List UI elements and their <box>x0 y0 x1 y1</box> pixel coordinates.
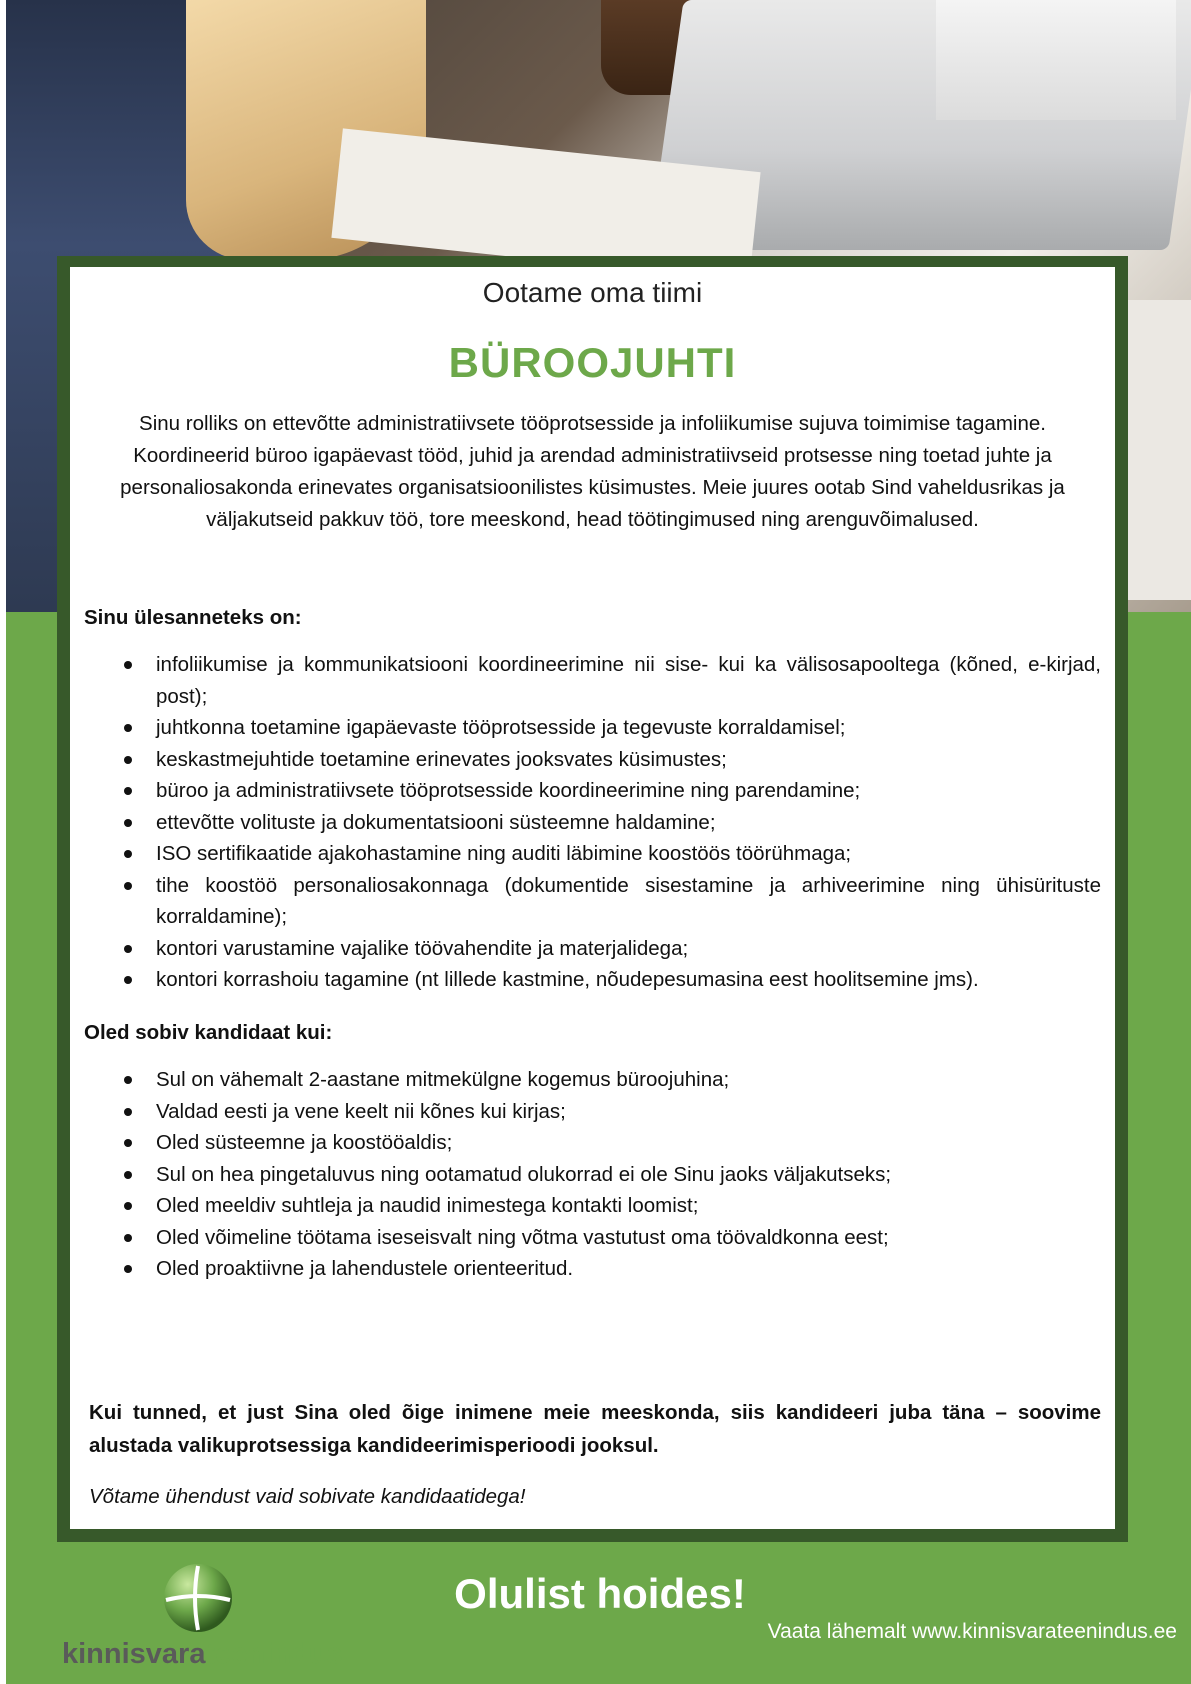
intro-title: Ootame oma tiimi <box>482 277 703 308</box>
list-item: Oled meeldiv suhtleja ja naudid inimestega kontakti loomist; <box>84 1190 1101 1222</box>
list-item: keskastmejuhtide toetamine erinevates jooksvates küsimustes; <box>84 744 1101 776</box>
hero-laptop-screen-shape <box>936 0 1176 120</box>
slogan: Olulist hoides! <box>454 1570 746 1617</box>
bullet-icon <box>124 756 132 764</box>
website-link[interactable]: Vaata lähemalt www.kinnisvarateenindus.ee <box>767 1620 1177 1643</box>
list-item: infoliikumise ja kommunikatsiooni koordineerimine nii sise- kui ka välisosapooltega (kõned, e-kirjad, post); <box>84 649 1101 712</box>
bullet-icon <box>124 1202 132 1210</box>
list-item: Oled proaktiivne ja lahendustele orienteeritud. <box>84 1253 1101 1285</box>
tasks-heading: Sinu ülesanneteks on: <box>84 606 302 629</box>
bullet-icon <box>124 1234 132 1242</box>
closing-paragraph: Kui tunned, et just Sina oled õige inimene meie meeskonda, siis kandideeri juba täna – soovime alustada valikuprotsessiga kandideerimisperioodi jooksul. <box>89 1401 1101 1457</box>
list-item: Oled võimeline töötama iseseisvalt ning võtma vastutust oma töövaldkonna eest; <box>84 1222 1101 1254</box>
bullet-icon <box>124 724 132 732</box>
bullet-icon <box>124 1171 132 1179</box>
company-logo <box>62 1560 362 1670</box>
list-item: kontori korrashoiu tagamine (nt lillede kastmine, nõudepesumasina eest hoolitsemine jms). <box>84 964 1101 996</box>
requirements-list <box>84 1064 1101 1285</box>
bullet-icon <box>124 1139 132 1147</box>
job-title: BÜROOJUHTI <box>448 339 737 386</box>
logo-wordmark: kinnisvarateenindus <box>62 1638 343 1670</box>
list-item: büroo ja administratiivsete tööprotsesside koordineerimine ning parendamine; <box>84 775 1101 807</box>
bullet-icon <box>124 1076 132 1084</box>
list-item: ISO sertifikaatide ajakohastamine ning auditi läbimine koostöös töörühmaga; <box>84 838 1101 870</box>
bullet-icon <box>124 850 132 858</box>
list-item: kontori varustamine vajalike töövahendite ja materjalidega; <box>84 933 1101 965</box>
bullet-icon <box>124 787 132 795</box>
list-item: Oled süsteemne ja koostööaldis; <box>84 1127 1101 1159</box>
list-item: tihe koostöö personaliosakonnaga (dokumentide sisestamine ja arhiveerimine ning ühisürituste korraldamine); <box>84 870 1101 933</box>
bullet-icon <box>124 819 132 827</box>
list-item: Valdad eesti ja vene keelt nii kõnes kui kirjas; <box>84 1096 1101 1128</box>
list-item: ettevõtte volituste ja dokumentatsiooni süsteemne haldamine; <box>84 807 1101 839</box>
bullet-icon <box>124 1265 132 1273</box>
list-item: Sul on vähemalt 2-aastane mitmekülgne kogemus büroojuhina; <box>84 1064 1101 1096</box>
job-card <box>70 267 1115 1529</box>
bullet-icon <box>124 1108 132 1116</box>
requirements-heading: Oled sobiv kandidaat kui: <box>84 1021 333 1044</box>
tasks-list <box>84 649 1101 996</box>
bullet-icon <box>124 945 132 953</box>
contact-note: Võtame ühendust vaid sobivate kandidaatidega! <box>89 1485 526 1508</box>
bullet-icon <box>124 882 132 890</box>
bullet-icon <box>124 976 132 984</box>
list-item: juhtkonna toetamine igapäevaste tööprotsesside ja tegevuste korraldamisel; <box>84 712 1101 744</box>
list-item: Sul on hea pingetaluvus ning ootamatud olukorrad ei ole Sinu jaoks väljakutseks; <box>84 1159 1101 1191</box>
intro-paragraph: Sinu rolliks on ettevõtte administratiivsete tööprotsesside ja infoliikumise sujuva toimimise tagamine. Koordineerid büroo igapäevast tööd, juhid ja arendad administratiivseid protsesse ning toetad juhte ja personaliosakonda erinevates organisatsioonilistes küsimustes. Meie juures ootab Sind vaheldusrikas ja väljakutseid pakkuv töö, tore meeskond, head töötingimused ning arenguvõimalused. <box>120 412 1065 531</box>
bullet-icon <box>124 661 132 669</box>
globe-icon <box>162 1562 234 1634</box>
